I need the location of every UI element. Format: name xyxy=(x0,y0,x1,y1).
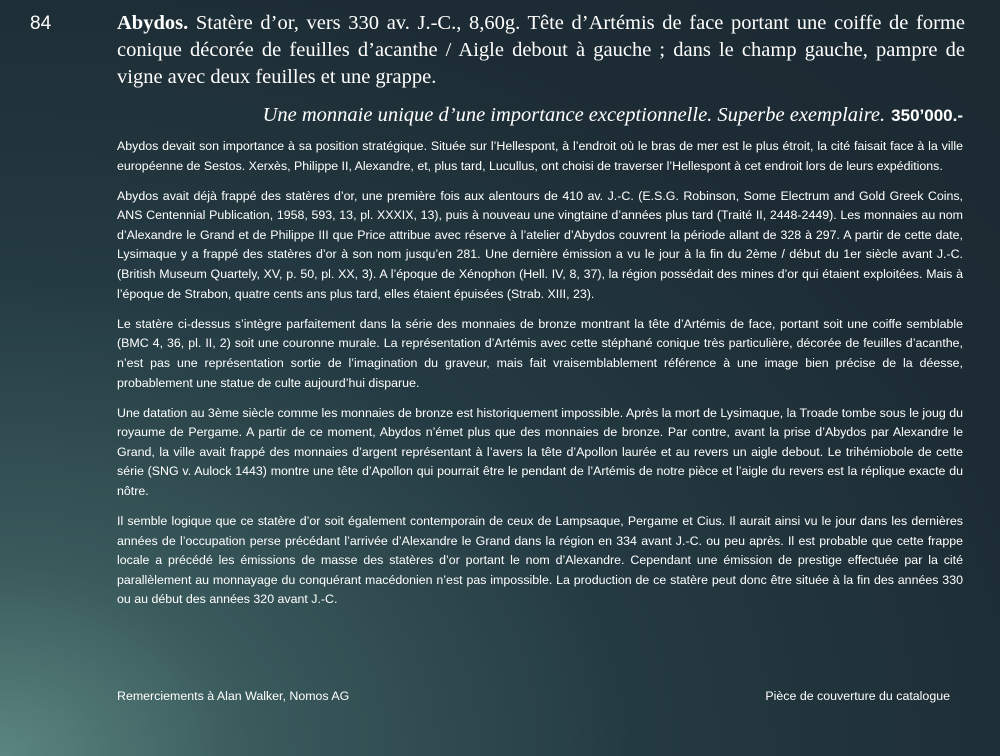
acknowledgement: Remerciements à Alan Walker, Nomos AG xyxy=(117,689,350,703)
paragraph: Abydos devait son importance à sa position stratégique. Située sur l’Hellespont, à l’endroit où le bras de mer est le plus étroit, la cité faisait face à la ville européenne de Sestos. Xerxès, Philippe II, Alexandre, et, plus tard, Lucullus, ont choisi de traverser l’Hellespont à cet endroit lors de leurs expéditions. xyxy=(117,139,963,173)
lot-description-block xyxy=(117,10,965,91)
lot-price: 350’000.- xyxy=(891,106,963,125)
paragraph: Une datation au 3ème siècle comme les monnaies de bronze est historiquement impossible. Après la mort de Lysimaque, la Troade tombe sous le joug du royaume de Pergame. A partir de ce moment, Abydos n’émet plus que des monnaies de bronze. Par contre, avant la prise d’Abydos par Alexandre le Grand, la ville avait frappé des monnaies d’argent représentant à l’avers la tête d’Apollon laurée et au revers un aigle debout. Le trihémiobole de cette série (SNG v. Aulock 1443) montre une tête d’Apollon qui pourrait être le pendant de l’Artémis de notre pièce et l’aigle du revers est la réplique exacte du nôtre. xyxy=(117,405,964,498)
highlight-row xyxy=(117,104,963,127)
paragraph: Abydos avait déjà frappé des statères d’or, une première fois aux alentours de 410 av. J.-C. (E.S.G. Robinson, Some Electrum and Gold Greek Coins, ANS Centennial Publication, 1958, 593, 13, pl. XXXIX, 13), puis à nouveau une vingtaine d’années plus tard (Traité II, 2448-2449). Les monnaies au nom d’Alexandre le Grand et de Philippe III que Price attribue avec réserve à l’atelier d’Abydos couvrent la période allant de 328 à 297. A partir de cette date, Lysimaque y a frappé des statères d’or à son nom jusqu’en 281. Une dernière émission a vu le jour à la fin du 2ème / début du 1er siècle avant J.-C. (British Museum Quartely, XV, p. 50, pl. XX, 3). A l’époque de Xénophon (Hell. IV, 8, 37), la région possédait des mines d’or qui étaient exploitées. Mais à l’époque de Strabon, quatre cents ans plus tard, elles étaient épuisées (Strab. XIII, 23). xyxy=(117,188,963,301)
paragraph: Il semble logique que ce statère d’or soit également contemporain de ceux de Lampsaque, Pergame et Cius. Il aurait ainsi vu le jour dans les dernières années de l’occupation perse précédant l’arrivée d’Alexandre le Grand dans la région en 334 avant J.-C. ou peu après. Il est probable que cette frappe locale a précédé les émissions de masse des statères d’or portant le nom d’Alexandre. Cependant une émission de prestige effectuée par la cité parallèlement au monnayage du conquérant macédonien n’est pas impossible. La production de ce statère peut donc être située à la fin des années 330 ou au début des années 320 avant J.-C. xyxy=(117,514,963,607)
lot-number: 84 xyxy=(30,13,52,34)
paragraph: Le statère ci-dessus s’intègre parfaitement dans la série des monnaies de bronze montrant la tête d’Artémis de face, portant soit une coiffe semblable (BMC 4, 36, pl. II, 2) soit une couronne murale. La représentation d’Artémis avec cette stéphané conique très particulière, décorée de feuilles d’acanthe, n’est pas une représentation sortie de l’imagination du graveur, mais fait vraisemblablement référence à une image bien précise de la déesse, probablement une statue de culte aujourd’hui disparue. xyxy=(117,316,963,390)
lot-title: Abydos. xyxy=(117,12,189,34)
cover-note: Pièce de couverture du catalogue xyxy=(765,689,950,703)
body-text xyxy=(117,137,963,621)
lot-description: Statère d’or, vers 330 av. J.-C., 8,60g. Tête d’Artémis de face portant une coiffe de forme conique décorée de feuilles d’acanthe / Aigle debout à gauche ; dans le champ gauche, pampre de vigne avec deux feuilles et une grappe. xyxy=(117,12,965,88)
lot-highlight: Une monnaie unique d’une importance exceptionnelle. Superbe exemplaire. xyxy=(262,104,886,126)
